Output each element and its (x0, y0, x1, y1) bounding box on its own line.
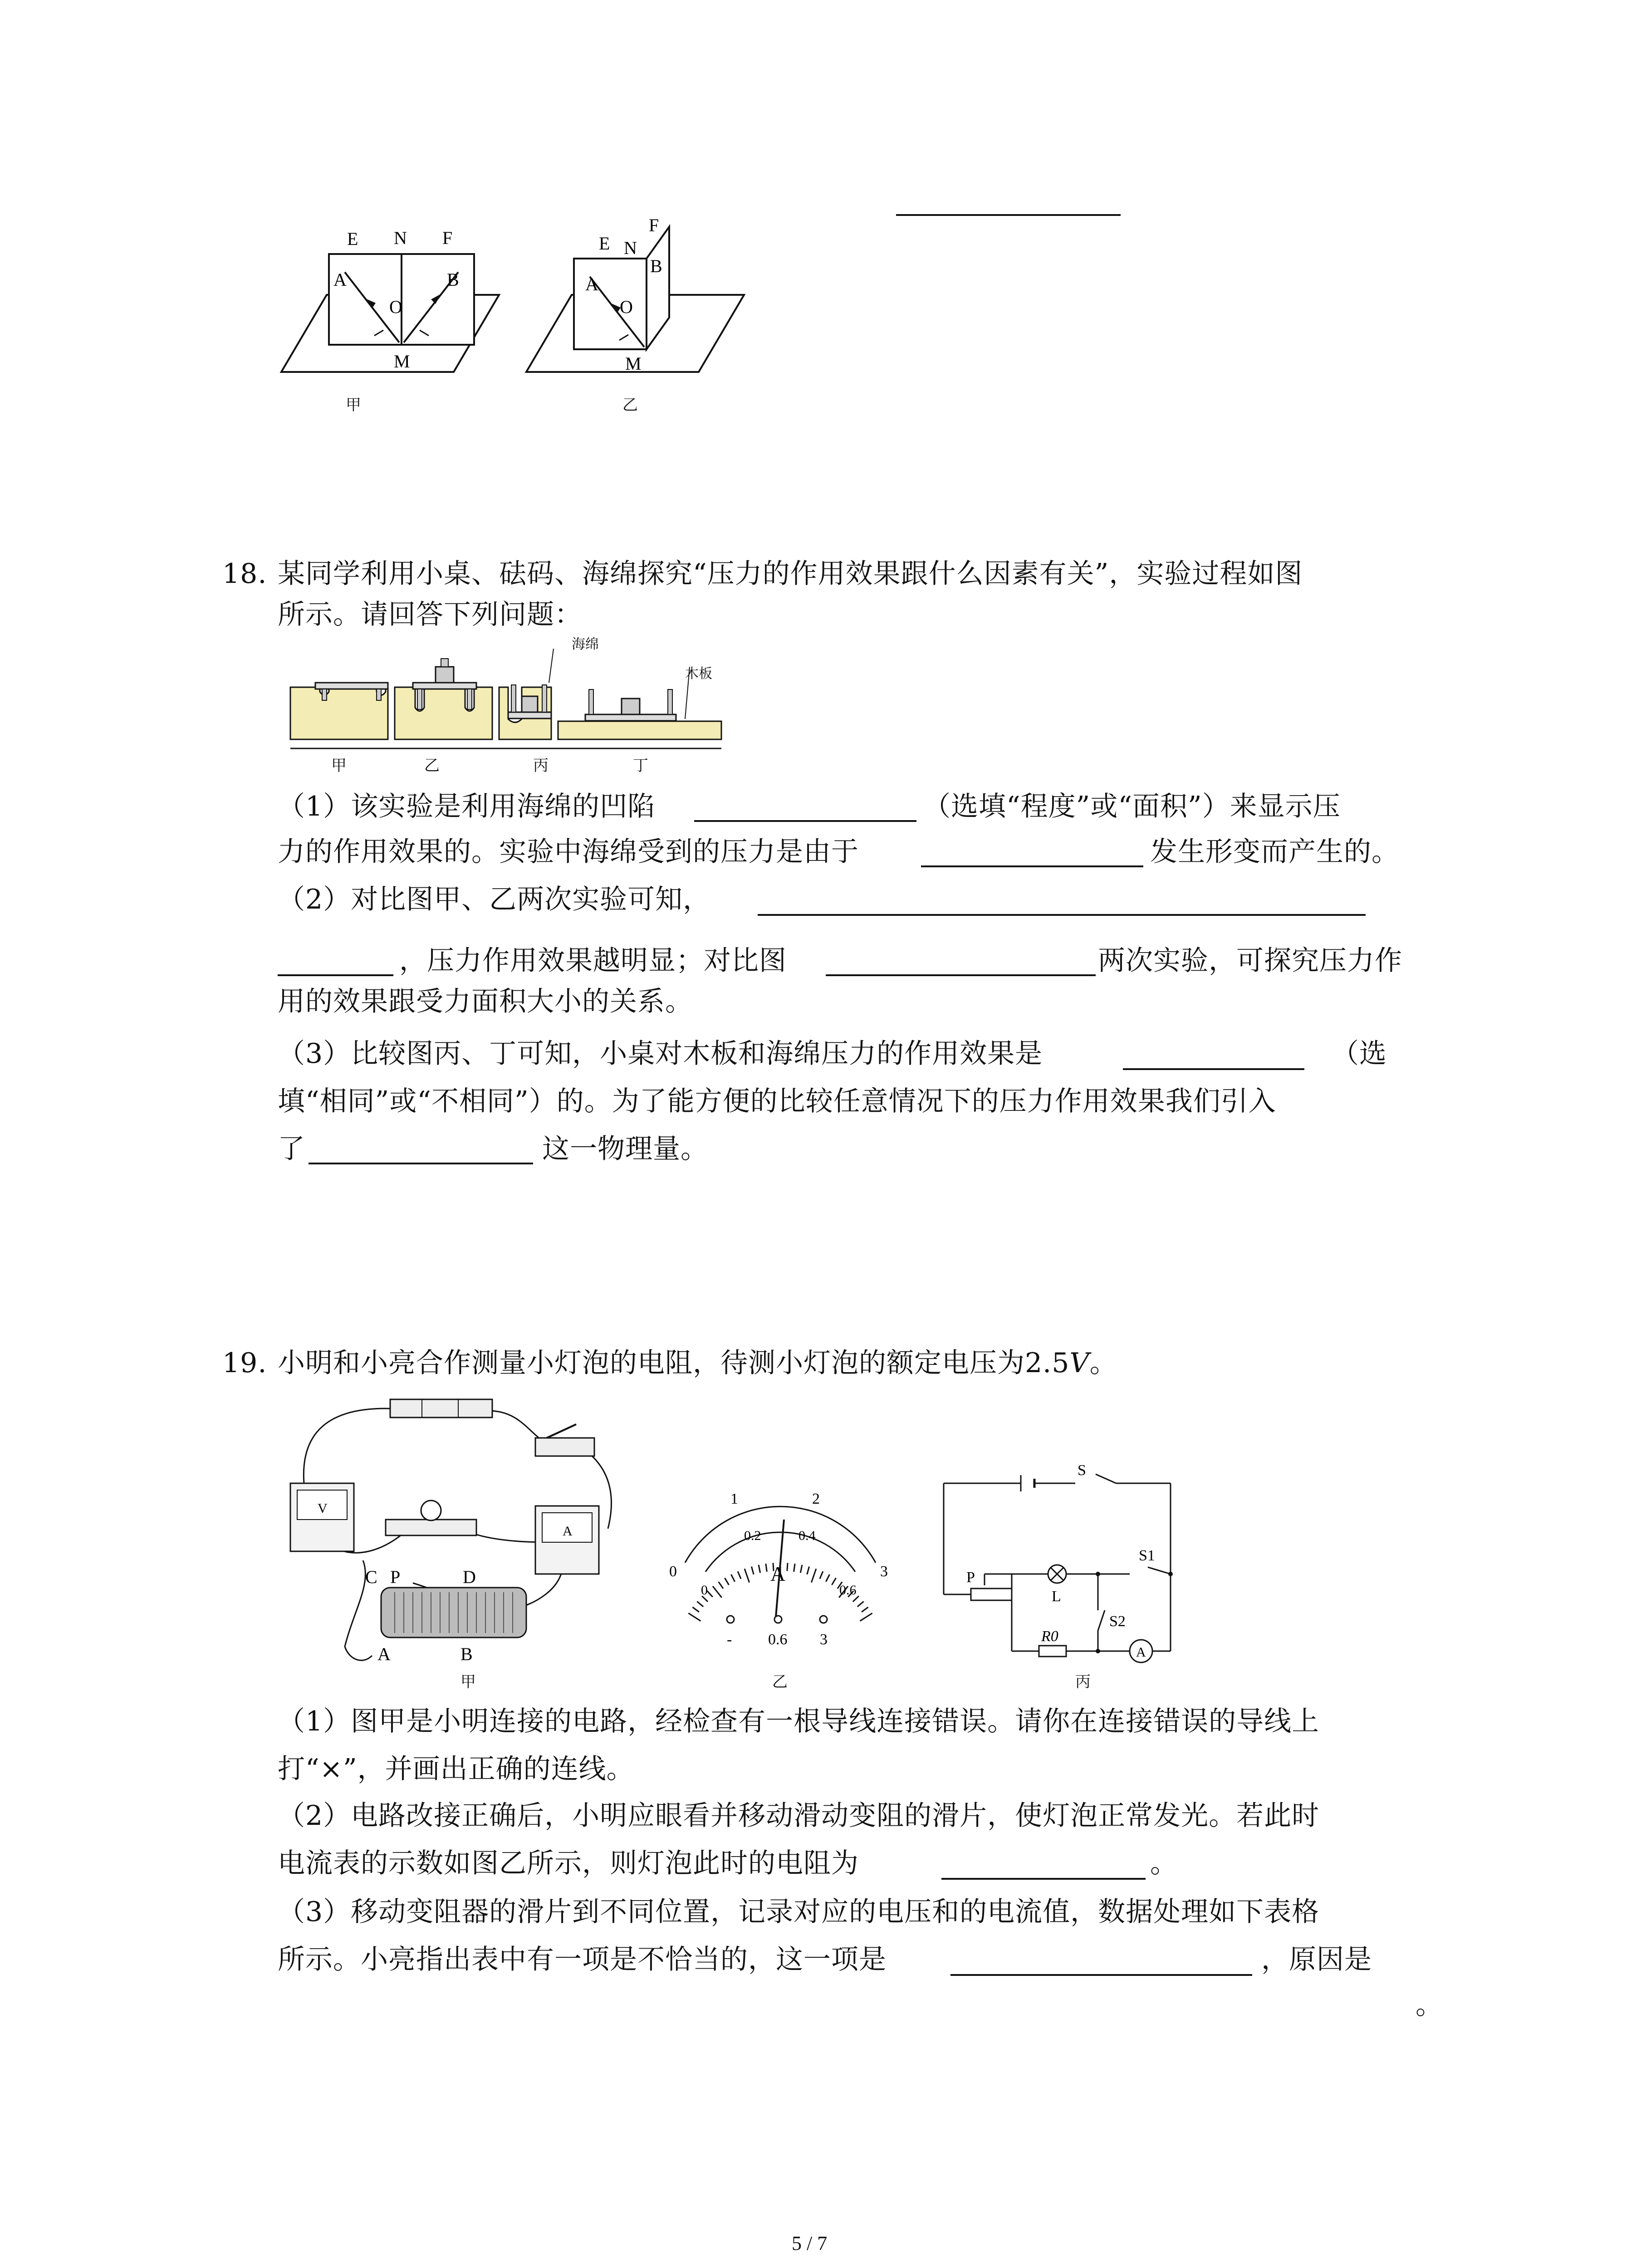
rheostat-label-B: B (460, 1644, 473, 1664)
dial-tick (807, 1567, 809, 1574)
q19-stem (278, 1345, 1117, 1381)
q18-blank-3-cont[interactable] (278, 974, 393, 976)
dial-tick (794, 1564, 795, 1572)
dial-tick (860, 1613, 872, 1621)
q19-stem-end: 。 (1089, 1347, 1117, 1379)
q18-blank-4[interactable] (826, 974, 1096, 976)
dial-bottom-3: 0.6 (839, 1583, 857, 1598)
q19-figure-bing (926, 1465, 1198, 1665)
q18-caption-ding: 丁 (633, 757, 648, 775)
voltmeter-mark: V (318, 1501, 328, 1516)
q19-p1-a: （1）图甲是小明连接的电路，经检查有一根导线连接错误。请你在连接错误的导线上 (278, 1706, 1320, 1737)
q18-p1-d: 发生形变而产生的。 (1150, 836, 1399, 868)
q18-p3-d: 了 (278, 1133, 305, 1165)
label-M: M (394, 351, 410, 371)
dial-tick (759, 1565, 760, 1573)
q19-p3-c: ，原因是 (1261, 1944, 1372, 1975)
circuit-label-R0: R0 (1041, 1628, 1058, 1645)
dial-tick (826, 1574, 829, 1582)
dial-tick (811, 1569, 816, 1582)
q18-p1-a: （1）该实验是利用海绵的凹陷 (278, 791, 656, 822)
label-E: E (599, 233, 610, 254)
dial-tick (787, 1563, 788, 1571)
label-N: N (624, 238, 637, 258)
q18-caption-yi: 乙 (424, 757, 440, 775)
q18-blank-2[interactable] (921, 865, 1143, 867)
q18-label-board: 木板 (685, 666, 712, 682)
q18-p2-d: 用的效果跟受力面积大小的关系。 (278, 986, 693, 1017)
rheostat-label-D: D (463, 1567, 476, 1587)
q19-figure-jia (281, 1393, 671, 1687)
label-N: N (394, 228, 407, 248)
q19-number: 19. (222, 1347, 267, 1379)
terminal-0-6: 0.6 (768, 1631, 788, 1648)
terminal-3: 3 (820, 1631, 828, 1648)
q19-p2-c: 。 (1150, 1848, 1178, 1879)
q19-p2-b: 电流表的示数如图乙所示，则灯泡此时的电阻为 (278, 1848, 859, 1879)
q19-stem-text: 小明和小亮合作测量小灯泡的电阻，待测小灯泡的额定电压为 (278, 1347, 1025, 1379)
q19-caption-yi: 乙 (772, 1673, 788, 1691)
q19-caption-jia: 甲 (460, 1673, 476, 1691)
q19-p1-b: 打“×”，并画出正确的连线。 (278, 1753, 634, 1785)
q19-stem-value: 2.5 (1025, 1347, 1070, 1379)
label-B: B (447, 269, 459, 290)
dial-top-3: 3 (880, 1563, 888, 1580)
q18-p2-c: 两次实验，可探究压力作 (1098, 945, 1402, 977)
q17-caption-yi: 乙 (622, 396, 638, 414)
label-F: F (442, 228, 453, 248)
page-number: 5 / 7 (792, 2232, 828, 2254)
circuit-label-S2: S2 (1109, 1613, 1126, 1630)
dial-tick (697, 1601, 703, 1607)
q17-caption-jia: 甲 (346, 396, 361, 414)
q19-blank-1[interactable] (941, 1878, 1146, 1880)
dial-tick (766, 1564, 767, 1572)
dial-tick (800, 1565, 802, 1573)
q18-blank-3[interactable] (758, 914, 1366, 916)
label-M: M (625, 353, 642, 374)
q18-blank-5[interactable] (1123, 1068, 1304, 1070)
circuit-label-P: P (966, 1569, 975, 1586)
circuit-label-A: A (1136, 1645, 1146, 1660)
q18-blank-6[interactable] (309, 1163, 533, 1164)
dial-tick (751, 1567, 754, 1574)
dial-bottom-1: 0.2 (744, 1528, 761, 1543)
label-B: B (650, 256, 662, 276)
dial-tick (692, 1607, 699, 1612)
q19-p2-a: （2）电路改接正确后，小明应眼看并移动滑动变阻的滑片，使灯泡正常发光。若此时 (278, 1800, 1320, 1832)
answer-blank-top[interactable] (896, 214, 1121, 216)
q18-figure (286, 631, 730, 771)
dial-symbol: A (770, 1562, 786, 1585)
dial-tick (832, 1578, 836, 1585)
dial-bottom-2: 0.4 (798, 1528, 816, 1543)
label-E: E (347, 229, 358, 249)
dial-tick (731, 1574, 735, 1582)
dial-tick (862, 1607, 868, 1612)
q18-caption-bing: 丙 (533, 757, 549, 775)
q19-blank-2[interactable] (950, 1974, 1252, 1976)
ammeter-mark: A (563, 1524, 573, 1539)
dial-tick (719, 1582, 723, 1589)
dial-tick (745, 1569, 749, 1582)
dial-bottom-0: 0 (701, 1583, 708, 1598)
circuit-label-S: S (1078, 1465, 1086, 1479)
circuit-label-S1: S1 (1139, 1547, 1155, 1564)
q18-stem-line2: 所示。请回答下列问题： (278, 599, 582, 631)
q19-p3-a: （3）移动变阻器的滑片到不同位置，记录对应的电压和的电流值，数据处理如下表格 (278, 1896, 1320, 1928)
q18-p3-a: （3）比较图丙、丁可知，小桌对木板和海绵压力的作用效果是 (278, 1038, 1043, 1070)
q18-p2-b: ，压力作用效果越明显；对比图 (399, 945, 787, 977)
q18-number: 18. (222, 558, 267, 590)
dial-top-0: 0 (669, 1563, 677, 1580)
rheostat-label-A: A (377, 1644, 391, 1664)
q18-stem-line1: 某同学利用小桌、砝码、海绵探究“压力的作用效果跟什么因素有关”，实验过程如图 (278, 558, 1303, 590)
dial-tick (820, 1571, 823, 1579)
q19-figure-yi (658, 1465, 903, 1665)
dial-top-2: 2 (812, 1491, 820, 1507)
rheostat-label-P: P (390, 1567, 401, 1587)
label-A: A (585, 274, 598, 294)
q18-label-sponge: 海绵 (572, 636, 599, 652)
label-O: O (389, 297, 402, 317)
terminal-minus: - (727, 1631, 732, 1648)
q18-p3-c: 填“相同”或“不相同”）的。为了能方便的比较任意情况下的压力作用效果我们引入 (278, 1085, 1276, 1117)
q19-p3-b: 所示。小亮指出表中有一项是不恰当的，这一项是 (278, 1944, 887, 1975)
q18-p1-b: （选填“程度”或“面积”）来显示压 (923, 791, 1341, 822)
q19-stem-unit: V (1069, 1347, 1090, 1379)
dial-tick (725, 1578, 729, 1585)
label-A: A (333, 269, 347, 290)
dial-tick (713, 1586, 722, 1598)
q17-figure-jia (272, 218, 508, 426)
dial-tick (707, 1591, 713, 1597)
q18-p2-a: （2）对比图甲、乙两次实验可知， (278, 884, 711, 915)
dial-tick (857, 1601, 864, 1607)
q19-p3-d: 。 (1416, 1989, 1443, 2021)
q19-caption-bing: 丙 (1075, 1673, 1091, 1691)
q18-blank-1[interactable] (694, 820, 916, 822)
dial-top-1: 1 (730, 1491, 738, 1507)
q18-p3-b: （选 (1332, 1038, 1387, 1070)
q18-p1-c: 力的作用效果的。实验中海绵受到的压力是由于 (278, 836, 859, 868)
q18-caption-jia: 甲 (331, 757, 347, 775)
q18-p3-e: 这一物理量。 (542, 1133, 708, 1165)
rheostat-label-C: C (365, 1567, 377, 1587)
label-O: O (620, 297, 633, 317)
dial-tick (738, 1571, 741, 1579)
label-F: F (649, 218, 659, 235)
circuit-label-L: L (1052, 1588, 1061, 1605)
dial-tick (688, 1613, 700, 1621)
